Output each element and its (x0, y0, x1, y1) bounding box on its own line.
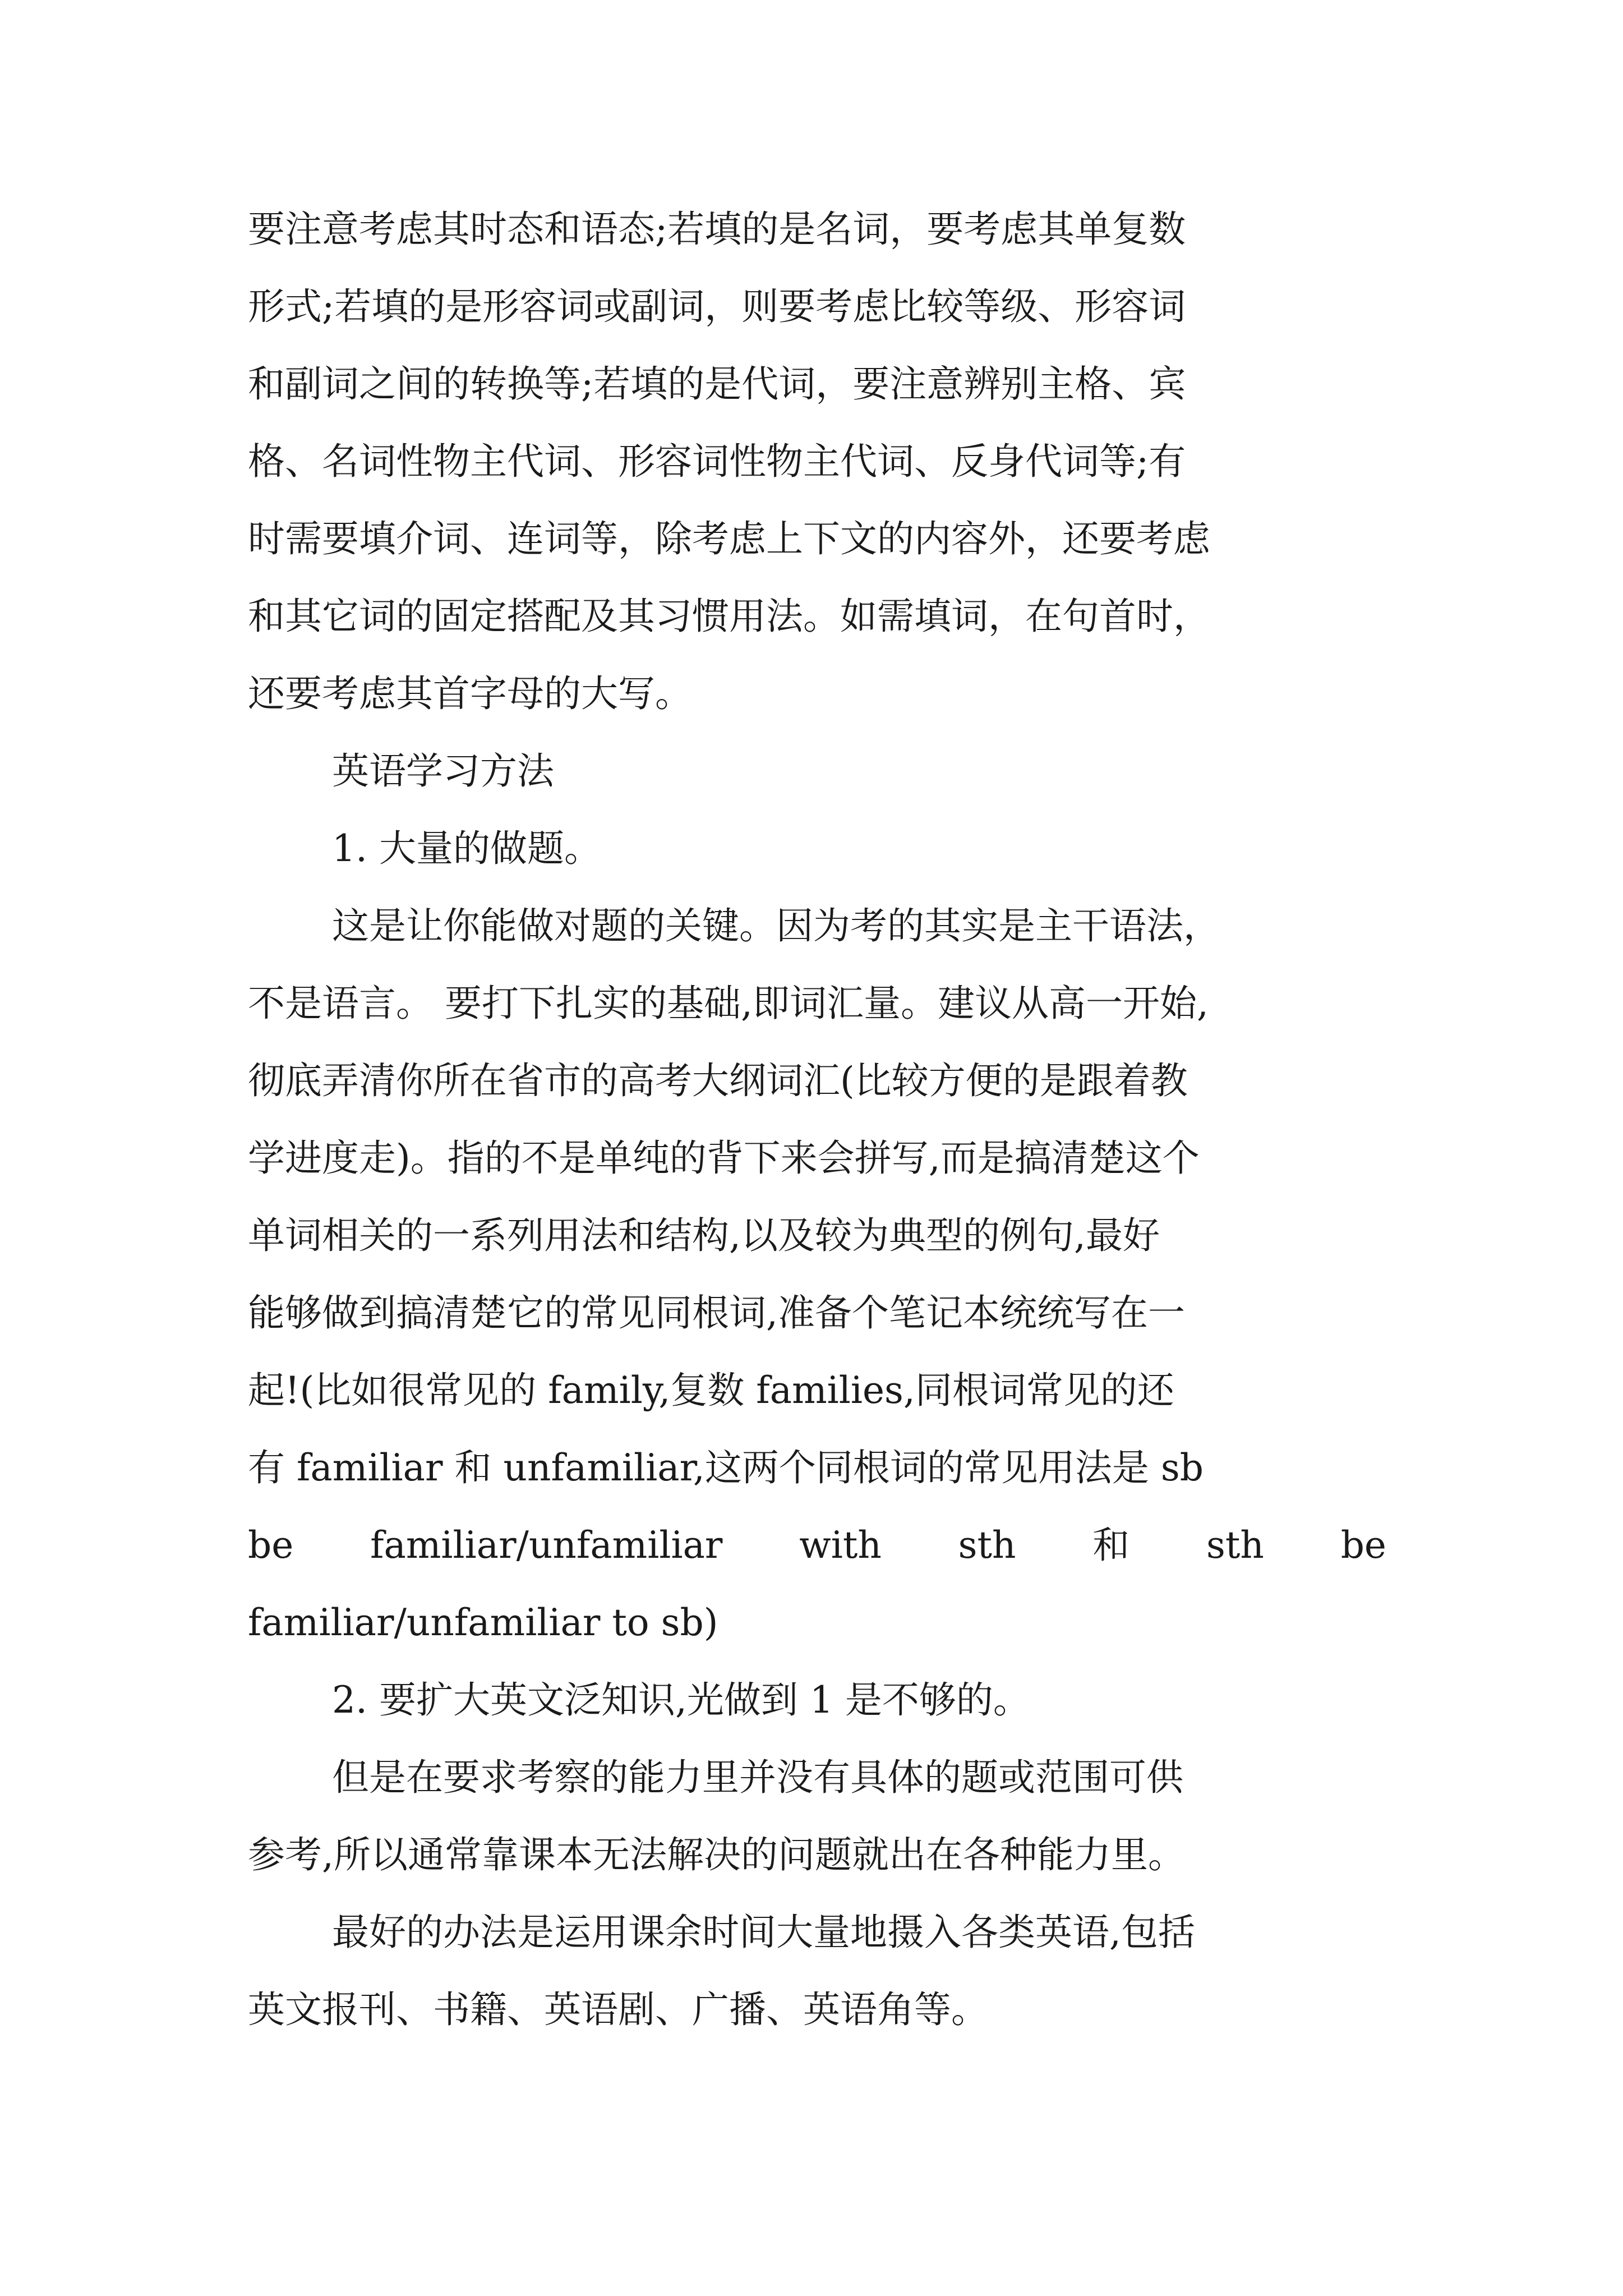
paragraph-line: 和副词之间的转换等;若填的是代词，要注意辨别主格、宾 (248, 362, 1186, 406)
paragraph-line: 时需要填介词、连词等，除考虑上下文的内容外，还要考虑 (248, 517, 1210, 560)
word: be (1340, 1524, 1386, 1567)
word: familiar/unfamiliar (370, 1524, 723, 1567)
document-body (248, 191, 1386, 2049)
paragraph-line: 能够做到搞清楚它的常见同根词,准备个笔记本统统写在一 (248, 1291, 1185, 1335)
word: sth (958, 1524, 1016, 1567)
list-item-heading: 2. 要扩大英文泛知识,光做到 1 是不够的。 (332, 1678, 1030, 1722)
paragraph-line: 还要考虑其首字母的大写。 (248, 672, 692, 715)
word: be (248, 1524, 294, 1567)
paragraph-line: 但是在要求考察的能力里并没有具体的题或范围可供 (332, 1756, 1183, 1799)
word: with (799, 1524, 882, 1567)
paragraph-line: 学进度走)。指的不是单纯的背下来会拼写,而是搞清楚这个 (248, 1137, 1200, 1180)
paragraph-line: 不是语言。 要打下扎实的基础,即词汇量。建议从高一开始, (248, 982, 1209, 1025)
justified-line (248, 1507, 1386, 1584)
word: 和 (1092, 1524, 1130, 1567)
paragraph-line: 要注意考虑其时态和语态;若填的是名词，要考虑其单复数 (248, 208, 1186, 251)
paragraph-line: 单词相关的一系列用法和结构,以及较为典型的例句,最好 (248, 1214, 1160, 1257)
paragraph-line: 英文报刊、书籍、英语剧、广播、英语角等。 (248, 1988, 988, 2031)
section-heading: 英语学习方法 (332, 749, 554, 793)
paragraph-line: 彻底弄清你所在省市的高考大纲词汇(比较方便的是跟着教 (248, 1059, 1188, 1102)
paragraph-line: 有 familiar 和 unfamiliar,这两个同根词的常见用法是 sb (248, 1446, 1204, 1489)
paragraph-line: familiar/unfamiliar to sb) (248, 1601, 718, 1644)
paragraph-line: 形式;若填的是形容词或副词，则要考虑比较等级、形容词 (248, 285, 1186, 328)
paragraph-line: 格、名词性物主代词、形容词性物主代词、反身代词等;有 (248, 440, 1186, 483)
paragraph-line: 最好的办法是运用课余时间大量地摄入各类英语,包括 (332, 1911, 1195, 1954)
word: sth (1206, 1524, 1264, 1567)
paragraph-line: 和其它词的固定搭配及其习惯用法。如需填词，在句首时， (248, 595, 1210, 638)
list-item-heading: 1. 大量的做题。 (332, 827, 601, 870)
paragraph-line: 参考,所以通常靠课本无法解决的问题就出在各种能力里。 (248, 1833, 1185, 1876)
paragraph-line: 这是让你能做对题的关键。因为考的其实是主干语法， (332, 904, 1220, 947)
paragraph-line: 起!(比如很常见的 family,复数 families,同根词常见的还 (248, 1369, 1174, 1412)
